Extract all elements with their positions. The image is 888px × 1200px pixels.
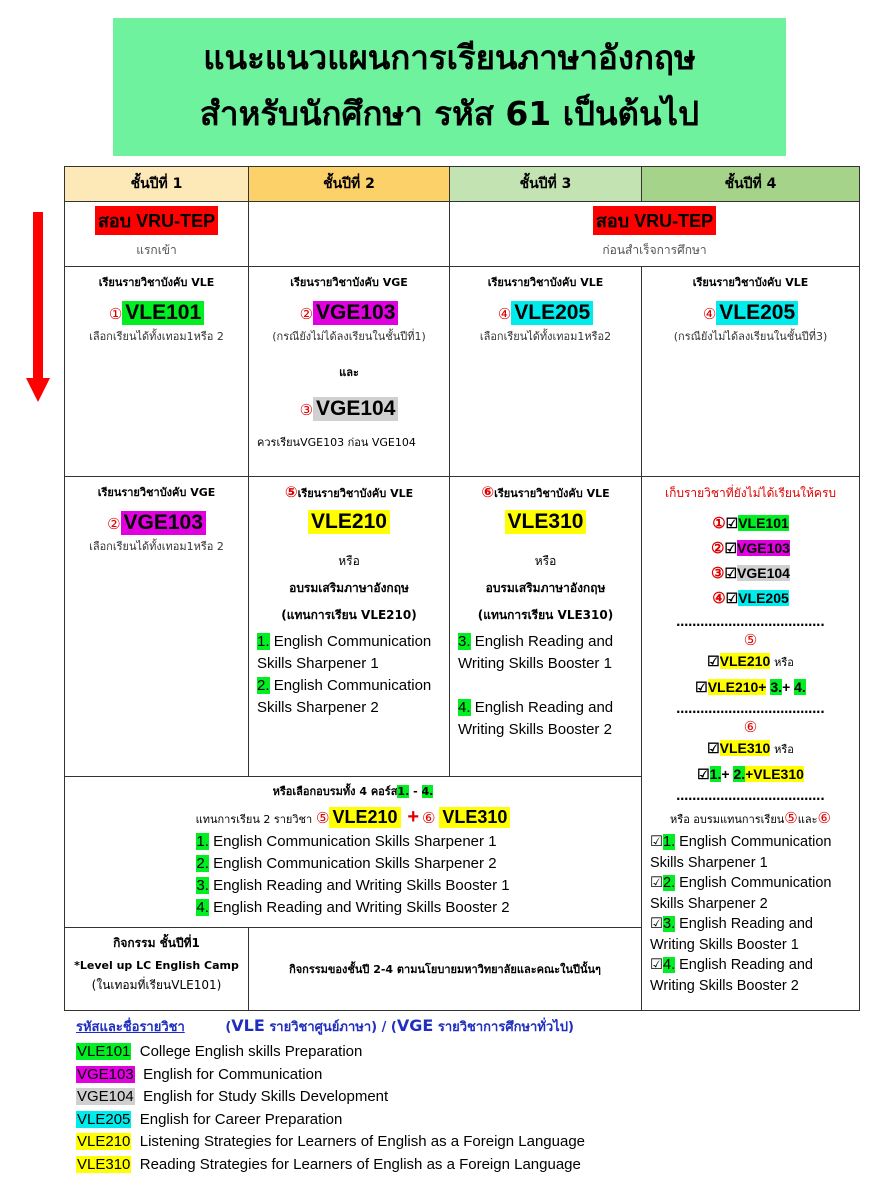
- circle-2: ②: [107, 515, 121, 533]
- training-list: [450, 631, 641, 741]
- legend-item: VLE210 Listening Strategies for Learners of English as a Foreign Language: [77, 1133, 586, 1150]
- course-code: VLE205: [716, 301, 798, 325]
- option-6b: ☑1.+ 2.+VLE310: [697, 766, 804, 782]
- row2-year-2: [249, 267, 450, 477]
- dots-divider: ……………………………….: [676, 789, 825, 803]
- req-label: เรียนรายวิชาบังคับ VLE: [297, 487, 414, 500]
- year-4-remaining-courses: [642, 477, 859, 1010]
- req-label: เรียนรายวิชาบังคับ VLE: [98, 276, 215, 289]
- legend-item: VLE310 Reading Strategies for Learners of English as a Foreign Language: [77, 1155, 581, 1173]
- title-line-2: สำหรับนักศึกษา รหัส 61 เป็นต้นไป: [199, 94, 700, 133]
- header-year-1: ชั้นปีที่ 1: [65, 167, 249, 202]
- course-code: VLE210: [308, 510, 390, 534]
- row2-year-4: [642, 267, 859, 477]
- option-6a: ☑VLE310 หรือ: [707, 740, 794, 756]
- checkbox-icon: ☑: [724, 565, 738, 581]
- course-code: VGE103: [313, 301, 398, 325]
- course-note: เลือกเรียนได้ทั้งเทอม1หรือ2: [479, 330, 612, 343]
- tep-year-3-4: [450, 202, 859, 267]
- checkbox-icon: ☑: [724, 540, 738, 556]
- check-item: ③☑VGE104: [711, 565, 790, 582]
- tep-note-grad: ก่อนสำเร็จการศึกษา: [602, 243, 707, 257]
- training-item: 2. English Communication Skills Sharpener 2: [196, 855, 497, 872]
- circle-5: ⑤: [284, 483, 298, 501]
- circle-3: ③: [299, 401, 314, 419]
- training-item: ☑4. English Reading and Writing Skills Booster 2: [650, 957, 813, 994]
- course-note: (กรณียังไม่ได้ลงเรียนในชั้นปีที่3): [673, 330, 828, 343]
- activity-rest-label: กิจกรรมของชั้นปี 2-4 ตามนโยบายมหาวิทยาลัยและคณะในปีนั้นๆ: [289, 963, 601, 976]
- circle-4: ④: [702, 305, 717, 323]
- legend-item: VGE104 English for Study Skills Development: [77, 1088, 389, 1105]
- train-instead-label: หรือ อบรมแทนการเรียน⑤และ⑥: [670, 809, 831, 827]
- legend-item: VLE205 English for Career Preparation: [77, 1110, 343, 1128]
- instead-label: (แทนการเรียน VLE310): [477, 608, 614, 622]
- camp-note: (ในเทอมที่เรียนVLE101): [91, 978, 222, 992]
- row3-year-2: [249, 477, 450, 777]
- choose-all-label: หรือเลือกอบรมทั้ง 4 คอร์ส: [272, 785, 398, 798]
- training-item: 1. English Communication Skills Sharpener 1: [196, 833, 497, 850]
- option-5b: ☑VLE210+ 3.+ 4.: [695, 679, 806, 695]
- req-label: เรียนรายวิชาบังคับ VLE: [494, 487, 610, 500]
- req-label: เรียนรายวิชาบังคับ VLE: [487, 276, 604, 289]
- circle-6: ⑥: [481, 483, 495, 501]
- course-code-2: VGE104: [313, 397, 398, 421]
- checkbox-icon: ☑: [725, 515, 739, 531]
- title-line-1: แนะแนวแผนการเรียนภาษาอังกฤษ: [203, 38, 696, 77]
- req-label: เรียนรายวิชาบังคับ VLE: [692, 276, 809, 289]
- course-note: (กรณียังไม่ได้ลงเรียนในชั้นปีที่1): [272, 330, 426, 343]
- training-item: 4. English Reading and Writing Skills Booster 2: [196, 899, 510, 916]
- req-label: เรียนรายวิชาบังคับ VGE: [290, 276, 408, 289]
- training-item: 3. English Reading and Writing Skills Booster 1: [458, 633, 614, 672]
- check-item: ②☑VGE103: [711, 540, 790, 557]
- checkbox-icon: ☑: [707, 740, 720, 756]
- course-note: เลือกเรียนได้ทั้งเทอม1หรือ 2: [89, 540, 224, 553]
- course-order-note: ควรเรียนVGE103 ก่อน VGE104: [257, 436, 416, 449]
- training-item: 3. English Reading and Writing Skills Booster 1: [196, 877, 510, 894]
- training-item: 1. English Communication Skills Sharpener 1: [257, 633, 432, 672]
- checkbox-icon: ☑: [725, 590, 739, 606]
- training-item: ☑2. English Communication Skills Sharpener 2: [650, 875, 832, 912]
- row3-year-3: [450, 477, 642, 777]
- tep-label-grad: สอบ VRU-TEP: [593, 206, 716, 235]
- circle-6: ⑥: [743, 718, 758, 736]
- dots-divider: ……………………………….: [676, 702, 825, 716]
- and-label: และ: [339, 366, 359, 379]
- course-code: VLE310: [505, 510, 587, 534]
- circle-1: ①: [108, 305, 123, 323]
- activity-title: กิจกรรม ชั้นปีที่1: [113, 936, 200, 950]
- combined-training-row: หรือเลือกอบรมทั้ง 4 คอร์ส1. - 4. แทนการเรียน 2 รายวิชา ⑤ VLE210 + ⑥ VLE310 1. English Communication Skills Sharpener 1 2. English Communication Skills Sharpener 2 3. English Reading and Writing Skills Booster 1 4. English Reading and Writing Skills Booster 2: [65, 777, 642, 928]
- or-label: หรือ: [534, 554, 557, 568]
- checkbox-icon: ☑: [650, 834, 663, 850]
- training-item: 2. English Communication Skills Sharpener 2: [257, 677, 432, 716]
- y4-training-list: [642, 832, 859, 996]
- instead-two-label: แทนการเรียน 2 รายวิชา: [195, 813, 313, 826]
- course-legend: รหัสและชื่อรายวิชา (VLE รายวิชาศูนย์ภาษา) / (VGE รายวิชาการศึกษาทั่วไป) VLE101 College English skills Preparation VGE103 English for Communication VGE104 English for Study Skills Development VLE205 English for Career Preparation VLE210 Listening Strategies for Learners of English as a Foreign Language VLE310 Reading Strategies for Learners of English as a Foreign Language: [76, 1016, 866, 1176]
- activity-year-1: [65, 928, 249, 1010]
- row3-year-1: [65, 477, 249, 777]
- tep-note-entry: แรกเข้า: [136, 243, 177, 257]
- training-item: ☑3. English Reading and Writing Skills Booster 1: [650, 916, 813, 953]
- checkbox-icon: ☑: [695, 679, 708, 695]
- checkbox-icon: ☑: [707, 653, 720, 669]
- tep-year-1: [65, 202, 249, 267]
- row2-year-3: [450, 267, 642, 477]
- course-code: VGE103: [121, 511, 206, 535]
- legend-item: VGE103 English for Communication: [77, 1065, 323, 1083]
- course-code: VLE101: [122, 301, 204, 325]
- check-item: ④☑VLE205: [712, 590, 789, 607]
- training-list: [249, 631, 449, 719]
- course-code: VLE205: [511, 301, 593, 325]
- combined-training-list: [196, 831, 509, 919]
- title-banner: [113, 18, 786, 156]
- checkbox-icon: ☑: [650, 957, 663, 973]
- check-item: ①☑VLE101: [712, 515, 789, 532]
- header-year-3: ชั้นปีที่ 3: [450, 167, 642, 202]
- remaining-checklist: [642, 511, 859, 611]
- circle-2: ②: [299, 305, 314, 323]
- course-note: เลือกเรียนได้ทั้งเทอม1หรือ 2: [89, 330, 224, 343]
- checkbox-icon: ☑: [650, 875, 663, 891]
- down-arrow-icon: [26, 212, 50, 402]
- circle-5: ⑤: [743, 631, 758, 649]
- dots-divider: ……………………………….: [676, 615, 825, 629]
- option-5a: ☑VLE210 หรือ: [707, 653, 794, 669]
- remaining-title: เก็บรายวิชาที่ยังไม่ได้เรียนให้ครบ: [664, 486, 837, 500]
- header-year-4: ชั้นปีที่ 4: [642, 167, 859, 202]
- alt-training-label: อบรมเสริมภาษาอังกฤษ: [289, 581, 409, 595]
- tep-year-2-empty: [249, 202, 450, 267]
- activity-years-2-4: [249, 928, 642, 1010]
- instead-label: (แทนการเรียน VLE210): [281, 608, 417, 622]
- circle-4: ④: [497, 305, 512, 323]
- or-label: หรือ: [338, 554, 360, 568]
- row2-year-1: [65, 267, 249, 477]
- header-year-2: ชั้นปีที่ 2: [249, 167, 450, 202]
- alt-training-label: อบรมเสริมภาษาอังกฤษ: [485, 581, 606, 595]
- checkbox-icon: ☑: [650, 916, 663, 932]
- training-item: ☑1. English Communication Skills Sharpener 1: [650, 834, 832, 871]
- req-label: เรียนรายวิชาบังคับ VGE: [97, 486, 216, 499]
- legend-item: VLE101 College English skills Preparation: [77, 1043, 363, 1060]
- study-plan-table: [64, 166, 860, 1011]
- camp-label: *Level up LC English Camp: [74, 959, 239, 972]
- legend-heading: รหัสและชื่อรายวิชา: [76, 1020, 185, 1035]
- training-item: 4. English Reading and Writing Skills Booster 2: [458, 699, 614, 738]
- tep-label: สอบ VRU-TEP: [95, 206, 218, 235]
- checkbox-icon: ☑: [697, 766, 710, 782]
